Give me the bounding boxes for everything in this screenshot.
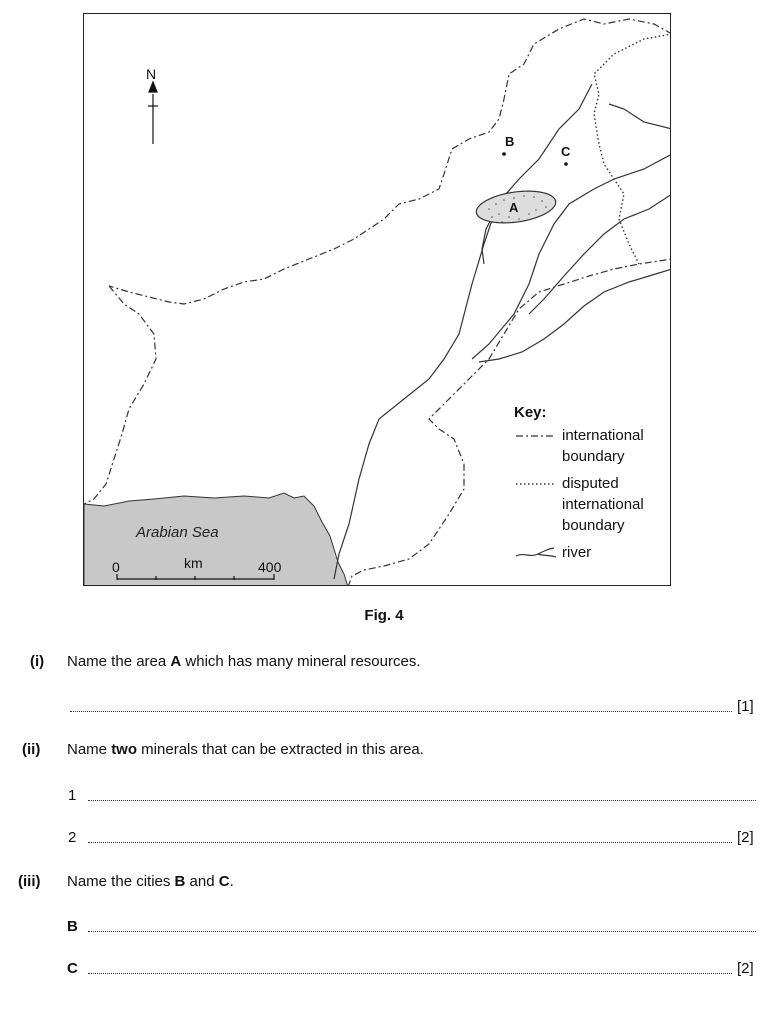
answer-2-line1-label: 1 [68,787,77,804]
key-disputed-line3: boundary [562,517,625,534]
river-sutlej [479,269,671,362]
question-1-post: which has many mineral resources. [181,653,421,670]
question-2-post: minerals that can be extracted in this area. [137,741,424,758]
key-disputed [514,473,644,536]
key-disputed-line1: disputed [562,475,619,492]
question-3-number: (iii) [18,873,41,890]
question-3-mid: and [185,873,219,890]
disputed-boundary [594,34,671,264]
city-b-label: B [505,134,515,149]
question-3-bold-b: B [174,873,186,890]
scale-end: 400 [258,559,282,575]
answer-2-line2-label: 2 [68,829,77,846]
area-a-label: A [509,200,519,215]
answer-3-line1-label: B [67,918,78,935]
city-b-dot [502,152,506,156]
river-jhelum [472,154,671,359]
answer-1-line[interactable] [70,711,732,712]
question-1-text [67,653,421,670]
river-upper [609,104,671,129]
western-boundary [84,286,156,504]
answer-2-line2[interactable] [88,842,732,843]
dotted-line-icon [514,473,558,493]
figure-caption: Fig. 4 [364,607,404,624]
key-disputed-line2: international [562,496,644,513]
key-river-label: river [562,544,592,561]
key-international-line2: boundary [562,448,625,465]
river-line-icon [514,542,558,562]
key-international-line1: international [562,427,644,444]
key-international [514,425,644,467]
scale-unit: km [184,555,203,571]
question-3-pre: Name the cities [67,873,175,890]
answer-3-line2[interactable] [88,973,732,974]
map-figure [83,13,671,586]
dash-dot-line-icon [514,425,558,445]
question-2-pre: Name [67,741,112,758]
question-1-pre: Name the area [67,653,171,670]
question-3-bold-c: C [218,873,230,890]
answer-3-line1[interactable] [88,931,756,932]
key-river [514,542,644,563]
city-c-dot [564,162,568,166]
sea-label: Arabian Sea [136,524,219,541]
question-1-number: (i) [30,653,45,670]
question-1-bold: A [170,653,182,670]
river-chenab [529,194,671,314]
scale-start: 0 [112,559,120,575]
city-c-label: C [561,144,571,159]
answer-2-line1[interactable] [88,800,756,801]
question-2-number: (ii) [22,741,41,758]
north-arrow [148,82,158,144]
key-title: Key: [514,404,547,421]
question-1-marks: [1] [737,698,754,715]
question-2-marks: [2] [737,829,754,846]
question-2-bold: two [111,741,138,758]
map-key [514,402,644,563]
question-3-marks: [2] [737,960,754,977]
north-label: N [146,66,157,82]
question-3-post: . [229,873,234,890]
question-2-text [67,741,424,758]
question-3-text [67,873,234,890]
answer-3-line2-label: C [67,960,78,977]
